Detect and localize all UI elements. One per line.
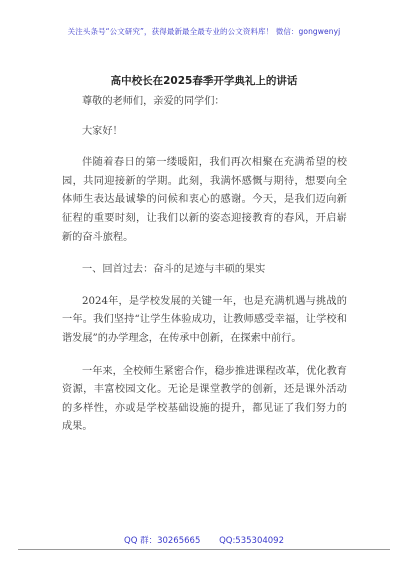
intro-paragraph: 伴随着春日的第一缕暖阳，我们再次相聚在充满希望的校园，共同迎接新的学期。此刻，我满怀感慨与期待，想要向全体师生表达最诚挚的问候和衷心的感谢。今天，是我们迈向新征程的重要时刻，让我们以新的姿态迎接教育的春风，开启崭新的奋斗旅程。: [62, 157, 347, 243]
section-heading: 一、回首过去：奋斗的足迹与丰硕的果实: [82, 264, 266, 276]
document-title: 高中校长在2025春季开学典礼上的讲话: [110, 75, 298, 87]
paragraph-year: 一年来，全校师生紧密合作，稳步推进课程改革，优化教育资源，丰富校园文化。无论是课堂教学的创新，还是课外活动的多样性，亦或是学校基础设施的提升，都见证了我们努力的成果。: [62, 365, 347, 433]
paragraph-2024: 2024年，是学校发展的关键一年，也是充满机遇与挑战的一年。我们坚持“让学生体验成功，让教师感受幸福，让学校和谐发展”的办学理念，在传承中创新，在探索中前行。: [62, 295, 347, 344]
document-body: [62, 93, 347, 437]
footer-divider: [18, 549, 390, 550]
greeting-paragraph: 尊敬的老师们，亲爱的同学们：: [82, 96, 225, 107]
footer-contact: [0, 534, 408, 546]
footer-qq-number: QQ:535304092: [219, 536, 284, 546]
hello-paragraph: 大家好！: [82, 125, 123, 137]
header-note: 关注头条号“公文研究”，获得最新最全最专业的公文资料库！ 微信：gongwenyj: [67, 27, 341, 36]
footer-qq-group: QQ 群：30265665: [124, 536, 201, 546]
